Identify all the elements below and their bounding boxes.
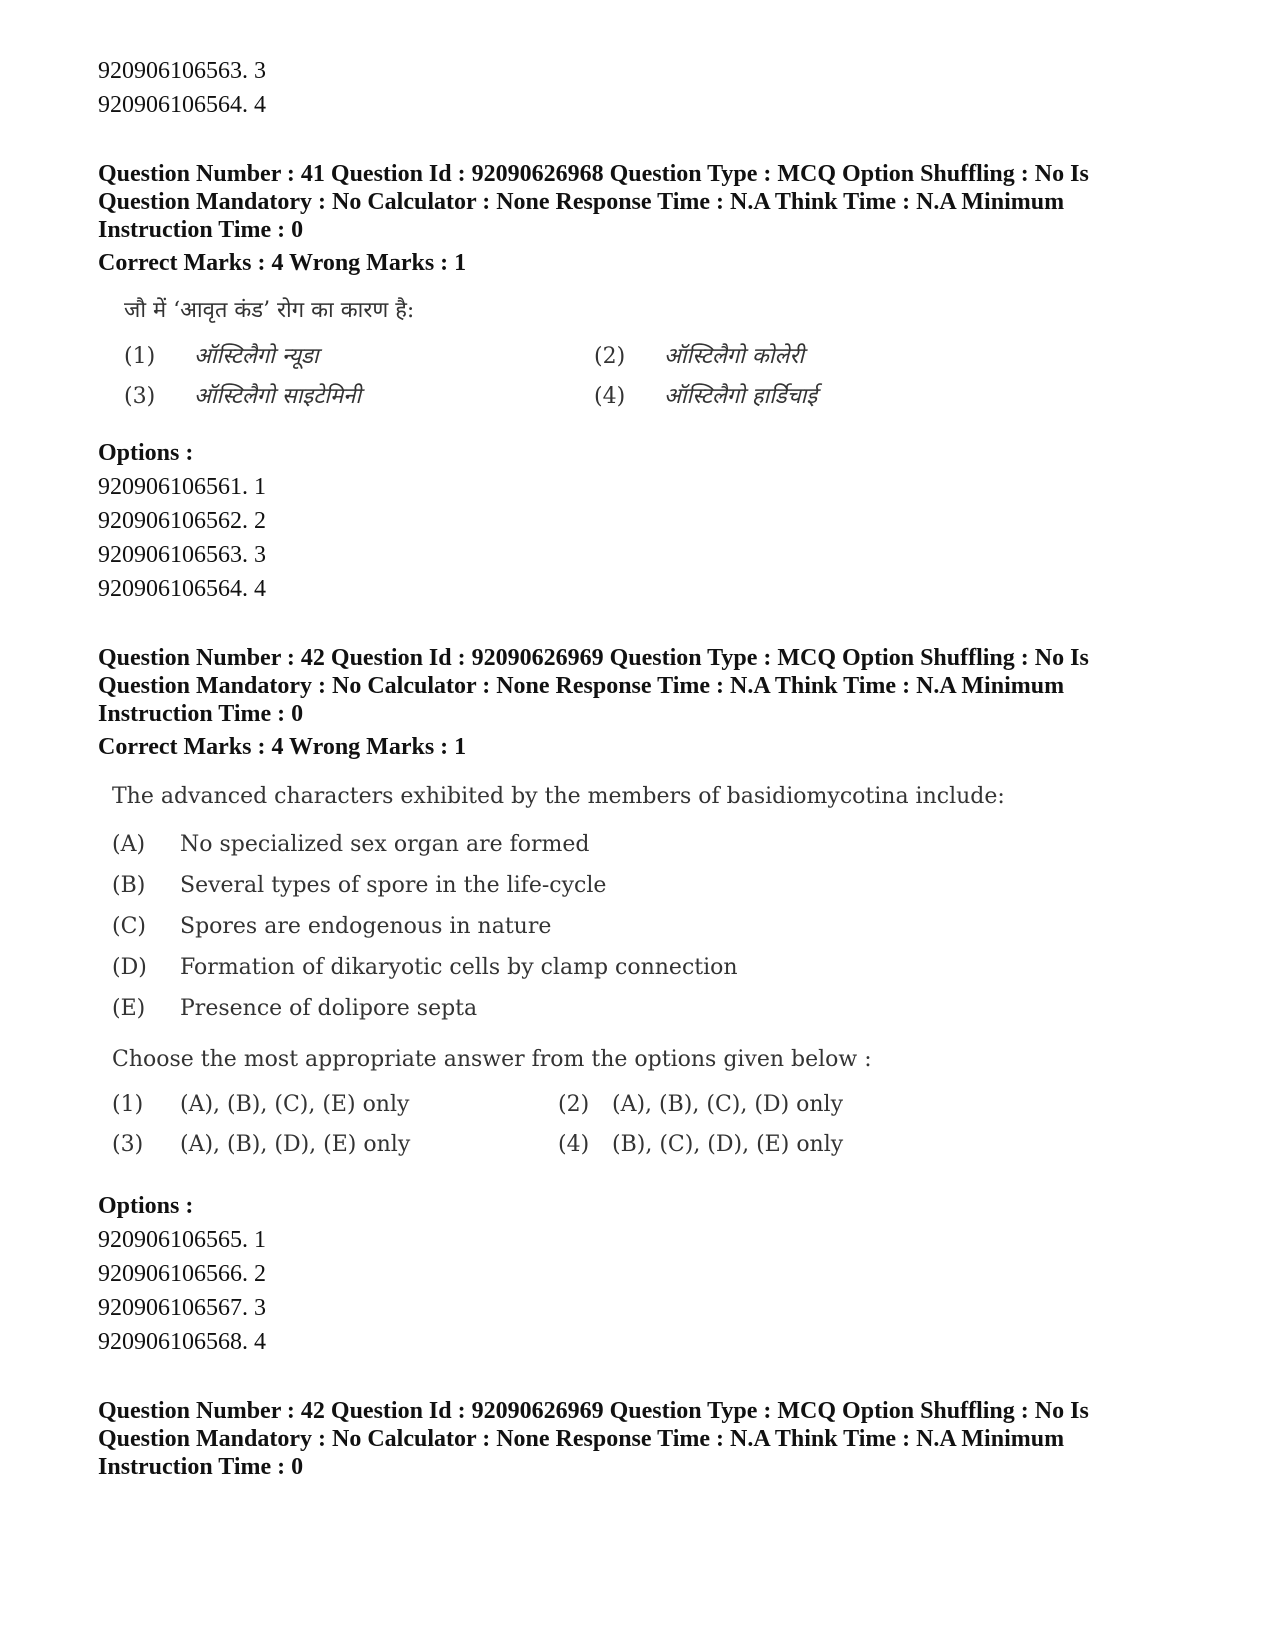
option-line: 920906106561. 1: [98, 474, 266, 500]
option-line: 920906106564. 4: [98, 92, 266, 118]
statement-list: [112, 824, 1198, 1029]
meta-line: Question Number : 41 Question Id : 92090626968 Question Type : MCQ Option Shuffling : No Is: [98, 161, 1089, 187]
question-42-repeat-block: [98, 1397, 1198, 1481]
option-line: 920906106563. 3: [98, 542, 266, 568]
meta-line: Question Number : 42 Question Id : 92090626969 Question Type : MCQ Option Shuffling : No Is: [98, 645, 1089, 671]
answer-choice-row: (3) (A), (B), (D), (E) only (4) (B), (C), (D), (E) only: [112, 1132, 844, 1157]
answer-choice-row: (1) (A), (B), (C), (E) only (2) (A), (B), (C), (D) only: [112, 1092, 844, 1117]
meta-line: Question Number : 42 Question Id : 92090626969 Question Type : MCQ Option Shuffling : No Is: [98, 1398, 1089, 1424]
document-page: [98, 54, 1198, 1481]
meta-line: Instruction Time : 0: [98, 217, 304, 243]
question-41-block: [98, 160, 1198, 606]
option-line: 920906106568. 4: [98, 1329, 266, 1355]
marks-line: Correct Marks : 4 Wrong Marks : 1: [98, 250, 467, 276]
statement-item: (C) Spores are endogenous in nature: [112, 914, 552, 939]
marks-line: Correct Marks : 4 Wrong Marks : 1: [98, 734, 467, 760]
meta-line: Question Mandatory : No Calculator : None Response Time : N.A Think Time : N.A Minimum: [98, 189, 1065, 215]
answer-choice: (2) ऑस्टिलैगो कोलेरी: [594, 344, 805, 369]
statement-item: (B) Several types of spore in the life-cycle: [112, 873, 607, 898]
question-image: [112, 782, 1198, 1165]
answer-choice: (1) ऑस्टिलैगो न्यूडा: [124, 344, 319, 369]
answer-choice: (4) ऑस्टिलैगो हार्डिचाई: [594, 384, 818, 409]
option-line: 920906106564. 4: [98, 576, 266, 602]
statement-item: (E) Presence of dolipore septa: [112, 996, 478, 1021]
option-line: 920906106566. 2: [98, 1261, 266, 1287]
question-meta: [98, 160, 1198, 244]
option-line: 920906106563. 3: [98, 58, 266, 84]
question-meta: [98, 1397, 1198, 1481]
previous-options-tail: [98, 54, 1198, 122]
statement-item: (D) Formation of dikaryotic cells by clamp connection: [112, 955, 738, 980]
answer-choice: (3) ऑस्टिलैगो साइटेमिनी: [124, 384, 362, 409]
question-meta: [98, 644, 1198, 728]
meta-line: Instruction Time : 0: [98, 701, 304, 727]
question-stem: जौ में ‘आवृत कंड’ रोग का कारण है:: [124, 298, 415, 323]
answer-choices: [124, 340, 1198, 410]
options-label: Options :: [98, 440, 194, 466]
meta-line: Question Mandatory : No Calculator : None Response Time : N.A Think Time : N.A Minimum: [98, 1426, 1065, 1452]
question-stem: The advanced characters exhibited by the members of basidiomycotina include:: [112, 784, 1005, 809]
question-image: [124, 296, 1198, 410]
instruction-text: Choose the most appropriate answer from the options given below :: [112, 1047, 872, 1072]
question-42-block: [98, 644, 1198, 1359]
meta-line: Instruction Time : 0: [98, 1454, 304, 1480]
statement-item: (A) No specialized sex organ are formed: [112, 832, 590, 857]
option-line: 920906106565. 1: [98, 1227, 266, 1253]
options-label: Options :: [98, 1193, 194, 1219]
option-line: 920906106562. 2: [98, 508, 266, 534]
meta-line: Question Mandatory : No Calculator : None Response Time : N.A Think Time : N.A Minimum: [98, 673, 1065, 699]
option-line: 920906106567. 3: [98, 1295, 266, 1321]
